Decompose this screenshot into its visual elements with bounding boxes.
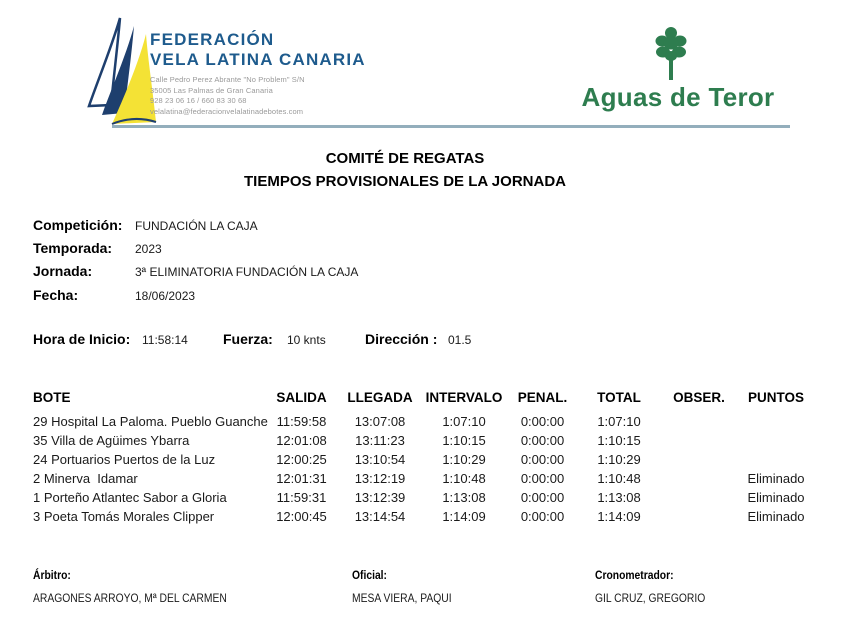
table-row-cell: 24 Portuarios Puertos de la Luz — [33, 452, 216, 467]
official-cronometrador — [595, 568, 723, 605]
detail-competicion — [33, 217, 653, 235]
jornada-value: 3ª ELIMINATORIA FUNDACIÓN LA CAJA — [135, 265, 359, 279]
arbitro-label: Árbitro: — [33, 568, 71, 582]
hora-inicio-value: 11:58:14 — [142, 333, 188, 347]
table-row-cell: 12:01:31 — [276, 471, 327, 486]
table-row-cell — [659, 469, 739, 488]
table-row-cell: 13:11:23 — [355, 433, 405, 448]
table-row-cell — [659, 507, 739, 526]
table-row-cell: 12:00:45 — [276, 509, 327, 524]
col-header-llegada: LLEGADA — [347, 390, 413, 405]
table-row-cell: 13:12:19 — [354, 471, 406, 486]
table-row-cell: 12:01:08 — [276, 433, 327, 448]
table-row-cell: 1:10:48 — [442, 471, 486, 486]
detail-jornada — [33, 263, 653, 281]
federation-name-line1: FEDERACIÓN — [150, 30, 275, 49]
federation-address-city: 35005 Las Palmas de Gran Canaria — [150, 85, 273, 95]
header-divider — [112, 125, 790, 128]
fecha-label: Fecha: — [33, 287, 79, 303]
table-row-cell — [659, 431, 739, 450]
table-row-cell: 0:00:00 — [520, 471, 565, 486]
table-row-cell: 0:00:00 — [520, 433, 565, 448]
direccion-value: 01.5 — [448, 333, 472, 347]
table-row-cell: 0:00:00 — [520, 414, 565, 429]
table-row-cell: 2 Minerva Idamar — [33, 471, 138, 486]
table-row-cell: 1:13:08 — [597, 490, 641, 505]
conditions-row — [0, 331, 845, 349]
table-row-cell — [739, 431, 813, 450]
official-arbitro — [33, 568, 258, 605]
jornada-label: Jornada: — [33, 263, 93, 279]
document-title-line1: COMITÉ DE REGATAS — [325, 150, 485, 167]
cronometrador-label: Cronometrador: — [595, 568, 674, 582]
table-row-cell: 35 Villa de Agüimes Ybarra — [33, 433, 190, 448]
table-row-cell: 1:07:10 — [442, 414, 486, 429]
col-header-total: TOTAL — [597, 390, 641, 405]
tree-icon — [649, 24, 693, 82]
table-row-cell: 13:10:54 — [354, 452, 406, 467]
table-row-cell: 1:10:29 — [442, 452, 486, 467]
col-header-penal: PENAL. — [517, 390, 568, 405]
table-row-cell: 0:00:00 — [520, 509, 565, 524]
col-header-bote: BOTE — [33, 390, 71, 405]
table-row-cell — [659, 488, 739, 507]
federation-address-street: Calle Pedro Perez Abrante "No Problem" S/N — [150, 75, 305, 84]
competicion-label: Competición: — [33, 217, 123, 233]
temporada-label: Temporada: — [33, 240, 113, 256]
oficial-name: MESA VIERA, PAQUI — [352, 591, 452, 605]
table-row-cell: 1:07:10 — [597, 414, 641, 429]
detail-temporada — [33, 240, 653, 258]
table-row-cell — [739, 450, 813, 469]
col-header-puntos: PUNTOS — [747, 390, 804, 405]
detail-fecha — [33, 287, 653, 305]
document-title — [0, 147, 810, 193]
document-title-line2: TIEMPOS PROVISIONALES DE LA JORNADA — [244, 173, 566, 190]
table-row-cell: Eliminado — [747, 490, 805, 505]
table-row-cell: 1:10:15 — [442, 433, 486, 448]
federation-header — [150, 30, 366, 118]
table-row-cell: Eliminado — [747, 471, 805, 486]
table-row-cell — [659, 450, 739, 469]
table-row-cell: 1:13:08 — [442, 490, 486, 505]
sponsor-wordmark: Aguas de Teror — [581, 82, 775, 112]
direccion-label: Dirección : — [365, 331, 438, 347]
col-header-obser: OBSER. — [673, 390, 725, 405]
table-row-cell: 1:10:48 — [597, 471, 641, 486]
table-row-cell: 11:59:58 — [276, 414, 327, 429]
table-row-cell: 1:10:29 — [597, 452, 641, 467]
table-row-cell: 1:14:09 — [442, 509, 486, 524]
table-row-cell: 13:07:08 — [354, 414, 406, 429]
results-table — [33, 389, 813, 526]
fuerza-value: 10 knts — [287, 333, 326, 347]
federation-address-email: velalatina@federacionvelalatinadebotes.com — [150, 106, 304, 116]
cronometrador-name: GIL CRUZ, GREGORIO — [595, 591, 706, 605]
fuerza-label: Fuerza: — [223, 331, 273, 347]
table-row-cell: 12:00:25 — [276, 452, 327, 467]
table-row-cell: 1 Porteño Atlantec Sabor a Gloria — [33, 490, 227, 505]
hora-inicio-label: Hora de Inicio: — [33, 331, 131, 347]
federation-address-phone: 928 23 06 16 / 660 83 30 68 — [150, 96, 247, 106]
temporada-value: 2023 — [135, 242, 162, 256]
arbitro-name: ARAGONES ARROYO, Mª DEL CARMEN — [33, 591, 227, 605]
table-row-cell: 0:00:00 — [520, 490, 565, 505]
col-header-salida: SALIDA — [276, 390, 327, 405]
table-row-cell: 11:59:31 — [276, 490, 327, 505]
competicion-value: FUNDACIÓN LA CAJA — [135, 219, 258, 233]
fecha-value: 18/06/2023 — [135, 289, 196, 303]
official-oficial — [352, 568, 468, 605]
table-row-cell: 13:12:39 — [354, 490, 406, 505]
table-row-cell: 1:14:09 — [597, 509, 641, 524]
col-header-intervalo: INTERVALO — [425, 390, 503, 405]
oficial-label: Oficial: — [352, 568, 387, 582]
table-row-cell: 0:00:00 — [520, 452, 565, 467]
table-row-cell — [659, 412, 739, 431]
federation-name-line2: VELA LATINA CANARIA — [150, 50, 366, 69]
table-row-cell — [739, 412, 813, 431]
table-row-cell: 13:14:54 — [354, 509, 406, 524]
table-row-cell: 1:10:15 — [597, 433, 641, 448]
table-row-cell: 3 Poeta Tomás Morales Clipper — [33, 509, 215, 524]
table-row-cell: 29 Hospital La Paloma. Pueblo Guanche — [33, 414, 268, 429]
table-row-cell: Eliminado — [747, 509, 805, 524]
federation-address — [150, 75, 366, 118]
